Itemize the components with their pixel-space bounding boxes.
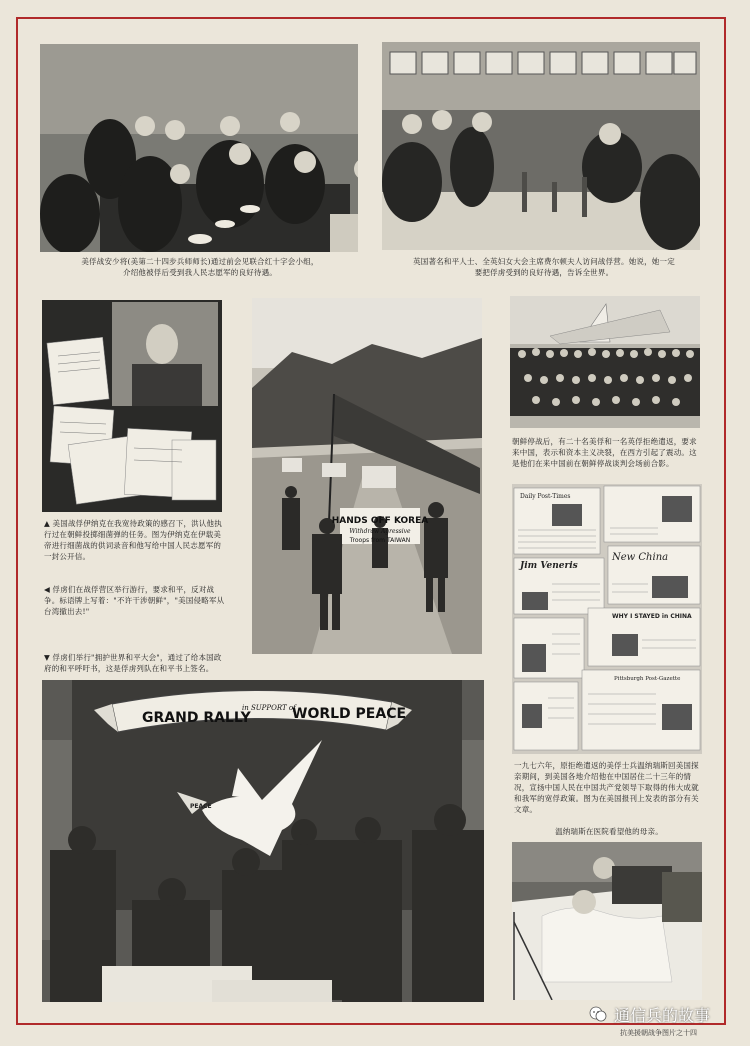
newspaper-headline-why-stayed: WHY I STAYED in CHINA: [612, 613, 692, 620]
photo-general-meeting: [40, 44, 358, 252]
caption-hospital: 温纳瑞斯在医院看望他的母亲。: [555, 827, 663, 836]
footer-series-label: 抗美援朝战争图片之十四: [620, 1029, 697, 1037]
photo-group-refusers: [510, 296, 700, 428]
caption-parade: ◀ 俘虏们在战俘营区举行游行，要求和平，反对战争。标语牌上写着："不许干涉朝鲜"，"美国侵略军从台湾撤出去!": [44, 585, 225, 616]
dove-peace-label: PEACE: [190, 803, 212, 810]
caption-felton-visit: 英国著名和平人士、全英妇女大会主席费尔顿夫人访问战俘营。她说，她一定要把俘虏受到的良好待遇，告诉全世界。: [413, 257, 675, 277]
newspaper-headline-jim-veneris: Jim Veneris: [520, 561, 578, 571]
sign-withdraw: Withdraw Agressive: [349, 528, 411, 535]
newspaper-headline-new-china: New China: [612, 552, 669, 563]
photo-newspaper-clippings: [512, 484, 702, 754]
caption-group-refusers: 朝鲜停战后，有二十名美俘和一名英俘拒绝遣返，要求来中国，表示和资本主义决裂，在西方引起了震动。这是他们在来中国前在朝鲜停战谈判会场前合影。: [512, 437, 697, 468]
photo-enoch-confession: [42, 300, 222, 512]
banner-grand-rally: GRAND RALLY: [142, 710, 251, 726]
banner-in-support: in SUPPORT of: [242, 704, 296, 712]
banner-world-peace: WORLD PEACE: [292, 706, 407, 722]
caption-general-meeting: 美俘战安少将(美第二十四步兵师师长)通过前会见联合红十字会小组，介绍他被俘后受到我人民志愿军的良好待遇。: [81, 257, 319, 277]
caption-peace-rally: ▼ 俘虏们举行"拥护世界和平大会"，通过了给本国政府的和平呼吁书，这是俘虏列队在和平书上签名。: [44, 653, 222, 673]
chat-bubble-icon: [588, 1004, 608, 1024]
photo-pow-parade: [252, 298, 482, 654]
caption-veneris-visit: 一九七六年，原拒绝遣返的美俘士兵温纳瑞斯回美国探亲期间，到美国各地介绍他在中国居住二十三年的情况，宣扬中国人民在中国共产党领导下取得的伟大成就和我军的宽俘政策。图为在美国报刊上发表的部分有关文章。: [514, 761, 699, 814]
sign-troops-taiwan: Troops from TAIWAN: [349, 537, 411, 544]
photo-hospital: [512, 842, 702, 1000]
newspaper-masthead-pittsburgh: Pittsburgh Post-Gazette: [614, 676, 681, 682]
sign-hands-off-korea: HANDS OFF KOREA: [331, 516, 429, 526]
newspaper-masthead-daily: Daily Post-Times: [520, 493, 571, 500]
caption-enoch-confession: ▲ 美国战俘伊纳克在我宽待政策的感召下，洪认他执行过在朝鲜投掷细菌弹的任务。图为伊纳克在伊载美帝进行细菌战的供词录音和他写给中国人民志愿军的一封公开信。: [44, 519, 222, 561]
photo-felton-visit: [382, 42, 700, 250]
watermark-label: 通信兵的故事: [614, 1006, 711, 1025]
photo-peace-rally: [42, 680, 484, 1002]
